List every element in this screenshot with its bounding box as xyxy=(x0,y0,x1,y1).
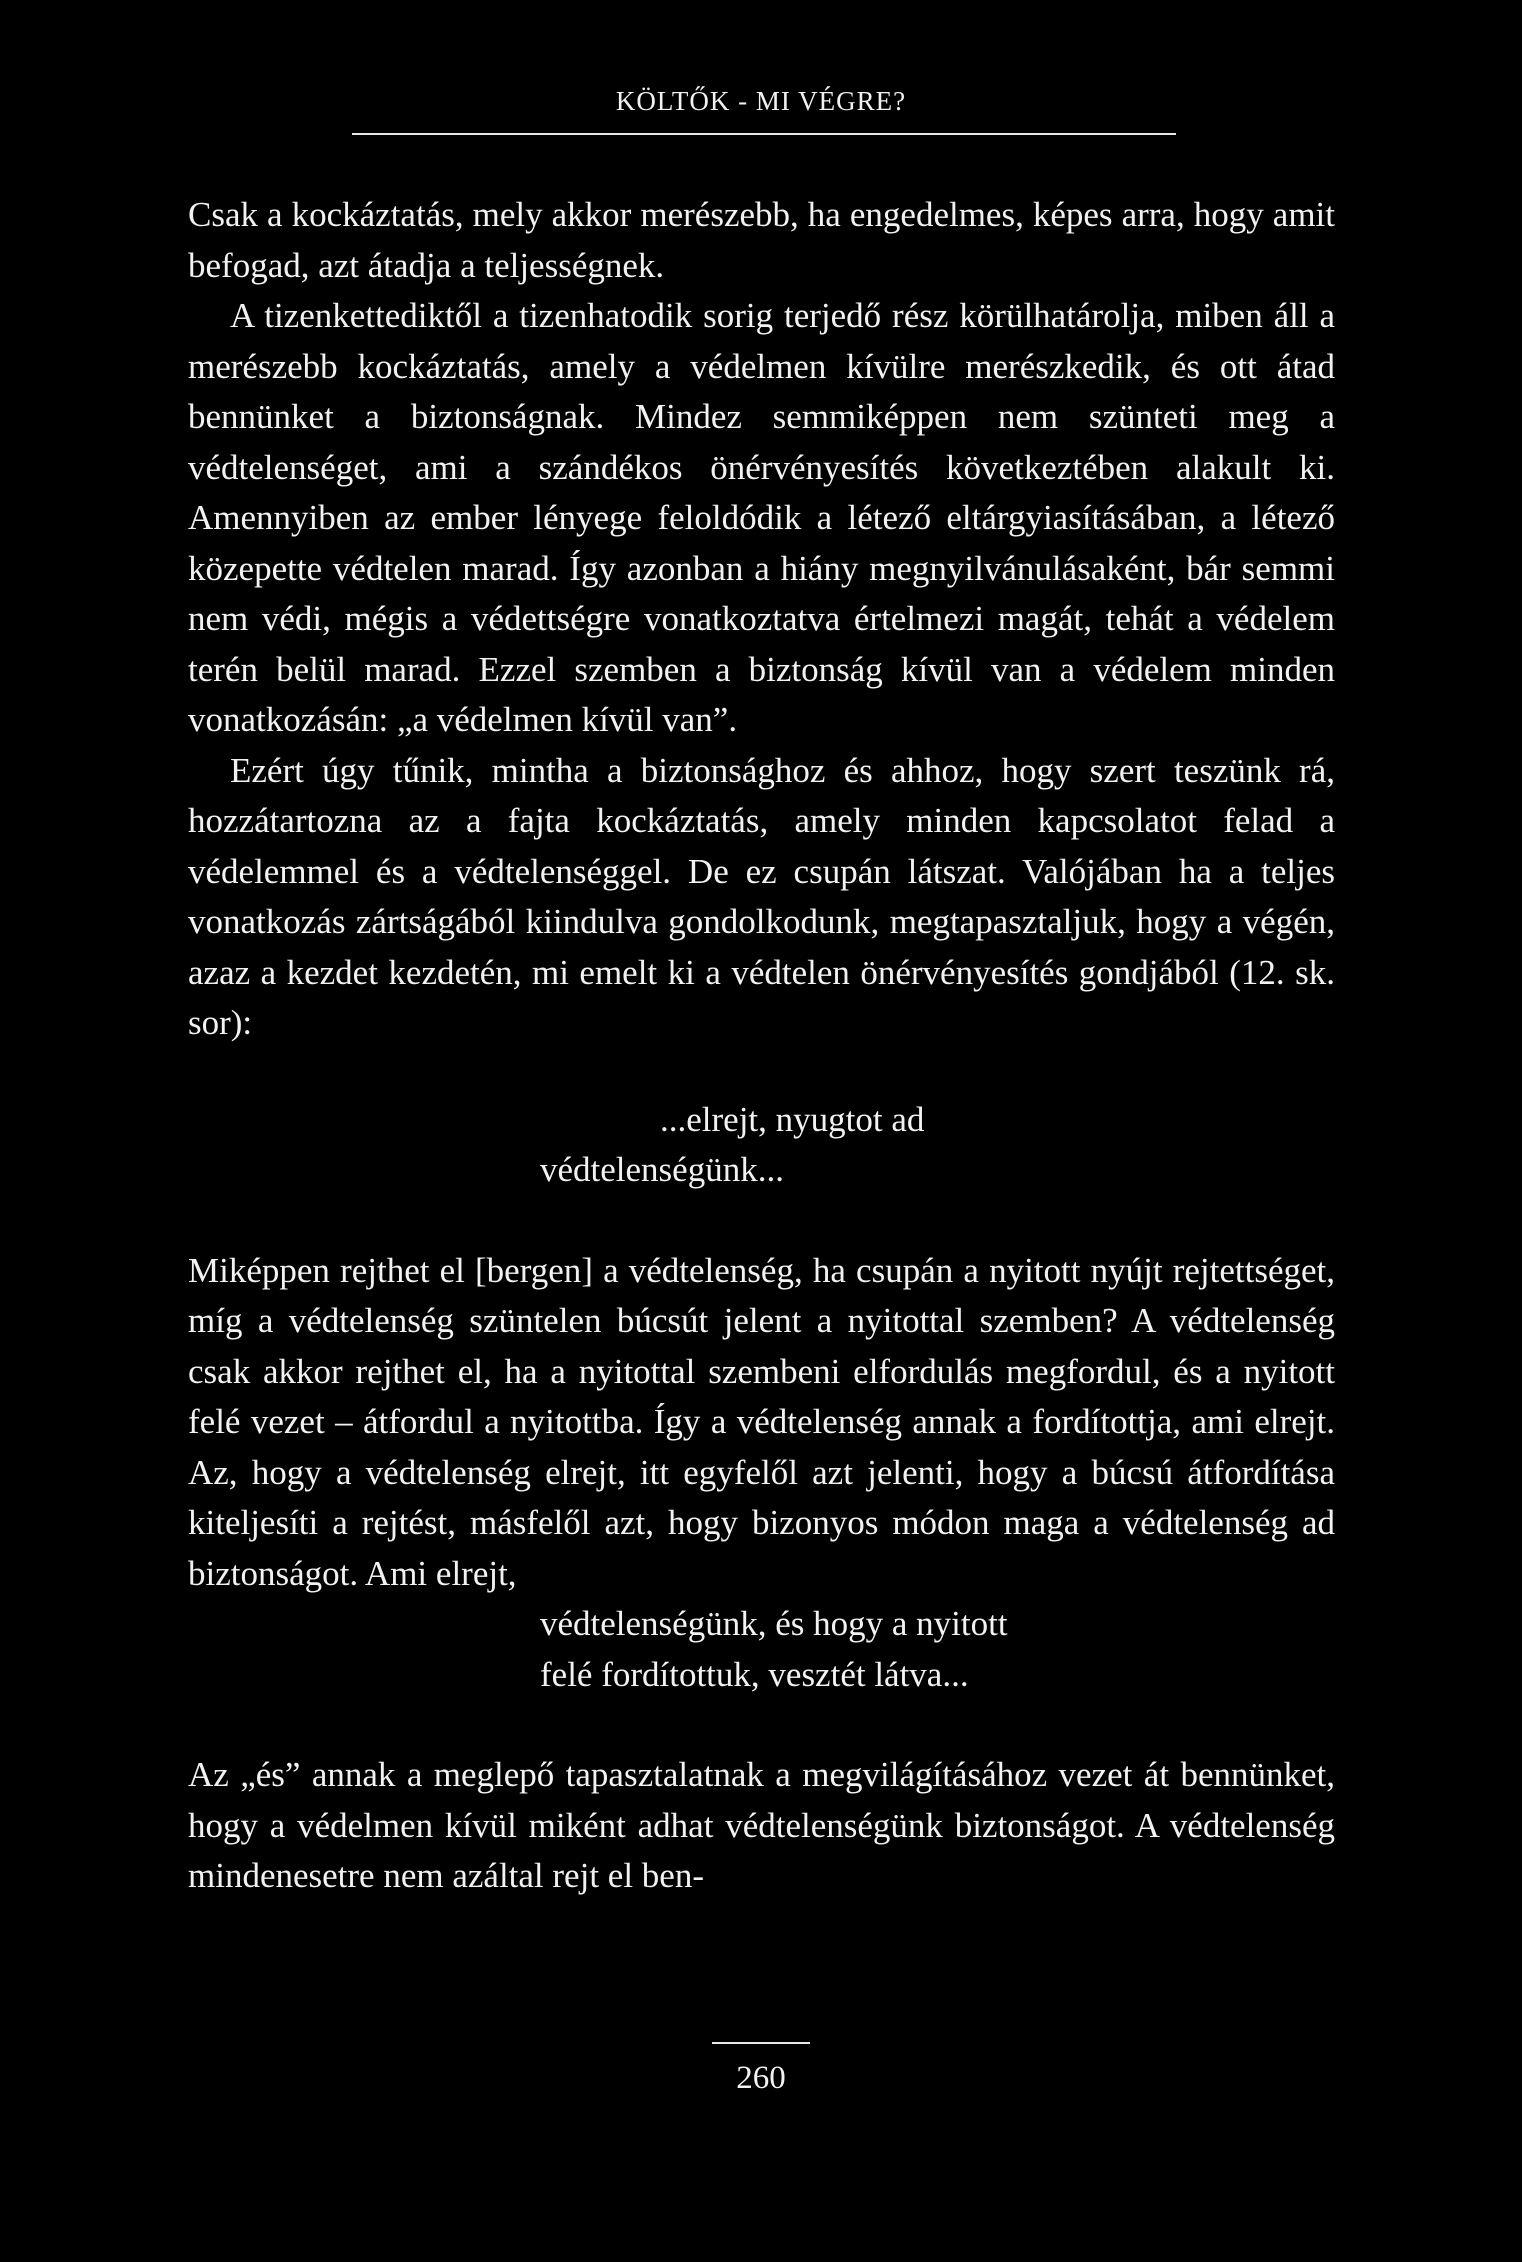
footer-rule xyxy=(712,2042,810,2044)
quote-block-2 xyxy=(188,1599,1335,1700)
paragraph-2: A tizenkettediktől a tizenhatodik sorig terjedő rész körülhatárolja, miben áll a merészebb kockáztatás, amely a védelmen kívülre merészkedik, és ott átad bennünket a biztonságnak. Mindez semmiképpen nem szünteti meg a védtelenséget, ami a szándékos önérvényesítés következtében alakult ki. Amennyiben az ember lényege feloldódik a létező eltárgyiasításában, a létező közepette védtelen marad. Így azonban a hiány megnyilvánulásaként, bár semmi nem védi, mégis a védettségre vonatkoztatva értelmezi magát, tehát a védelem terén belül marad. Ezzel szemben a biztonság kívül van a védelem minden vonatkozásán: „a védelmen kívül van”. xyxy=(188,296,1335,739)
running-head: KÖLTŐK - MI VÉGRE? xyxy=(615,86,907,116)
quote-line: felé fordítottuk, vesztét látva... xyxy=(540,1654,969,1694)
quote-line: ...elrejt, nyugtot ad xyxy=(660,1099,925,1139)
paragraph-3: Ezért úgy tűnik, mintha a biztonsághoz és ahhoz, hogy szert teszünk rá, hozzátartozna az a fajta kockáztatás, amely minden kapcsolatot felad a védelemmel és a védtelenséggel. De ez csupán látszat. Valójában ha a teljes vonatkozás zártságából kiindulva gondolkodunk, megtapasztaljuk, hogy a végén, azaz a kezdet kezdetén, mi emelt ki a védtelen önérvényesítés gondjából (12. sk. sor): xyxy=(188,750,1335,1042)
page-number: 260 xyxy=(736,2060,786,2096)
quote-line: védtelenségünk, és hogy a nyitott xyxy=(540,1604,1008,1643)
paragraph-1: Csak a kockáztatás, mely akkor merészebb, ha engedelmes, képes arra, hogy amit befogad, azt átadja a teljességnek. xyxy=(188,195,1335,285)
quote-line: védtelenségünk... xyxy=(540,1150,784,1189)
paragraph-5: Az „és” annak a meglepő tapasztalatnak a megvilágításához vezet át bennünket, hogy a védelmen kívül miként adhat védtelenségünk biztonságot. A védtelenség mindenesetre nem azáltal rejt el ben- xyxy=(188,1755,1335,1895)
quote-block-1 xyxy=(188,1095,1335,1196)
paragraph-4: Miképpen rejthet el [bergen] a védtelenség, ha csupán a nyitott nyújt rejtettséget, míg a védtelenség szüntelen búcsút jelent a nyitottal szemben? A védtelenség csak akkor rejthet el, ha a nyitottal szembeni elfordulás megfordul, és a nyitott felé vezet – átfordul a nyitottba. Így a védtelenség annak a fordítottja, ami elrejt. Az, hogy a védtelenség elrejt, itt egyfelől azt jelenti, hogy a búcsú átfordítása kiteljesíti a rejtést, másfelől azt, hogy bizonyos módon maga a védtelenség ad biztonságot. Ami elrejt, xyxy=(188,1250,1335,1593)
body-text xyxy=(188,190,1335,1902)
header-rule xyxy=(352,133,1176,135)
